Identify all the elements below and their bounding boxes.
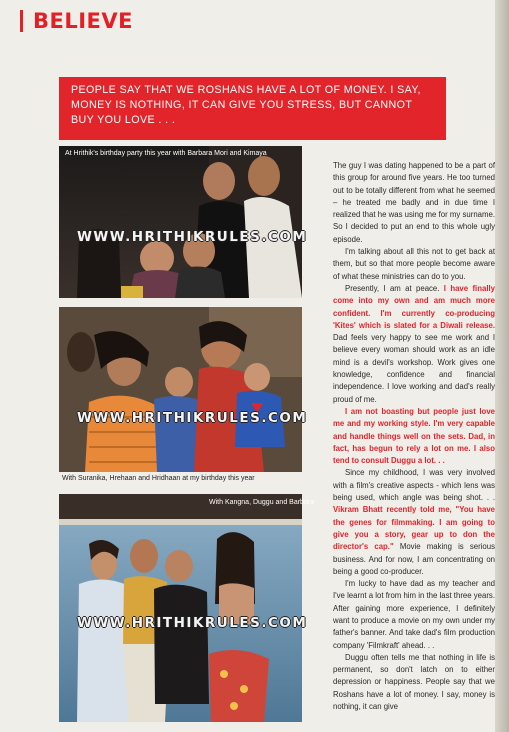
pull-quote-text: PEOPLE SAY THAT WE ROSHANS HAVE A LOT OF MONEY. I SAY, MONEY IS NOTHING, IT CAN GIVE YOU STRESS, BUT CANNOT BUY YOU LOVE . . . — [71, 84, 421, 126]
photo-birthday-party — [59, 146, 308, 298]
header-bar — [20, 10, 23, 32]
article-paragraph: I'm talking about all this not to get back at them, but so that more people become aware of what these ministries can do to you. — [333, 247, 495, 281]
photo-watermark: WWW.HRITHIKRULES.COM — [77, 410, 308, 426]
photo-watermark: WWW.HRITHIKRULES.COM — [77, 615, 308, 631]
photo-caption: At Hrithik's birthday party this year with Barbara Mori and Kimaya — [65, 150, 267, 157]
pull-quote-box — [59, 77, 446, 140]
photo-watermark: WWW.HRITHIKRULES.COM — [77, 229, 308, 245]
article-body — [333, 160, 495, 713]
photo-yacht-group-image — [59, 494, 302, 722]
section-title: BELIEVE — [33, 9, 133, 33]
highlight-text: I have finally come into my own and am much more confident. I'm currently co-producing 'Kites' which is slated for a Diwali release. — [333, 283, 495, 330]
photo-my-birthday — [59, 307, 308, 472]
article-paragraph: Presently, I am at peace. I have finally come into my own and am much more confident. I'm currently co-producing 'Kites' which is slated for a Diwali release. Dad feels very happy to see me work and I believe every woman should work as an idle mind is a devil's workshop. Work gives one knowledge, confidence and financial independence. I love working and dad's really proud of me. — [333, 283, 495, 404]
article-paragraph: Duggu often tells me that nothing in life is permanent, so don't latch on to either depression or happiness. People say that we Roshans have a lot of money. I say, money is nothing, it can give — [333, 652, 495, 712]
highlight-text: Vikram Bhatt recently told me, "You have the genes for filmmaking. I am going to give you a story, gear up to don the director's cap." — [333, 505, 495, 552]
photo-my-birthday-image — [59, 307, 302, 472]
page-edge — [495, 0, 509, 732]
article-paragraph: I'm lucky to have dad as my teacher and I've learnt a lot from him in the last three years. After gaining more experience, I definitely want to produce a movie on my own under my father's banner. And take dad's film production company 'Filmkraft' ahead. . . — [333, 579, 495, 650]
section-header — [20, 6, 133, 36]
photo-yacht-group — [59, 494, 315, 722]
highlight-text: I am not boasting but people just love me and my working style. I'm very capable and handle things well on the sets. Dad, in fact, has begun to rely a lot on me. I also tend to consult Duggu a lot. . . — [333, 406, 495, 466]
photo-birthday-party-image — [59, 146, 302, 298]
photo-caption: With Suranika, Hrehaan and Hridhaan at my birthday this year — [62, 475, 255, 482]
article-paragraph — [333, 406, 495, 467]
photo-caption: With Kangna, Duggu and Barbara — [209, 499, 315, 506]
article-paragraph: The guy I was dating happened to be a part of this group for around five years. He too turned out to be totally different from what he seemed – he treated me badly and in due time I realized that he was using me for my surname. So I decided to put an end to this whole ugly episode. — [333, 161, 495, 244]
article-paragraph: Since my childhood, I was very involved with a film's creative aspects - which lens was being used, which angle was being shot. . . Vikram Bhatt recently told me, "You have the genes for filmmaking. I am going to give you a story, gear up to don the director's cap." Movie making is serious business. And for now, I am concentrating on being a good co-producer. — [333, 468, 495, 576]
